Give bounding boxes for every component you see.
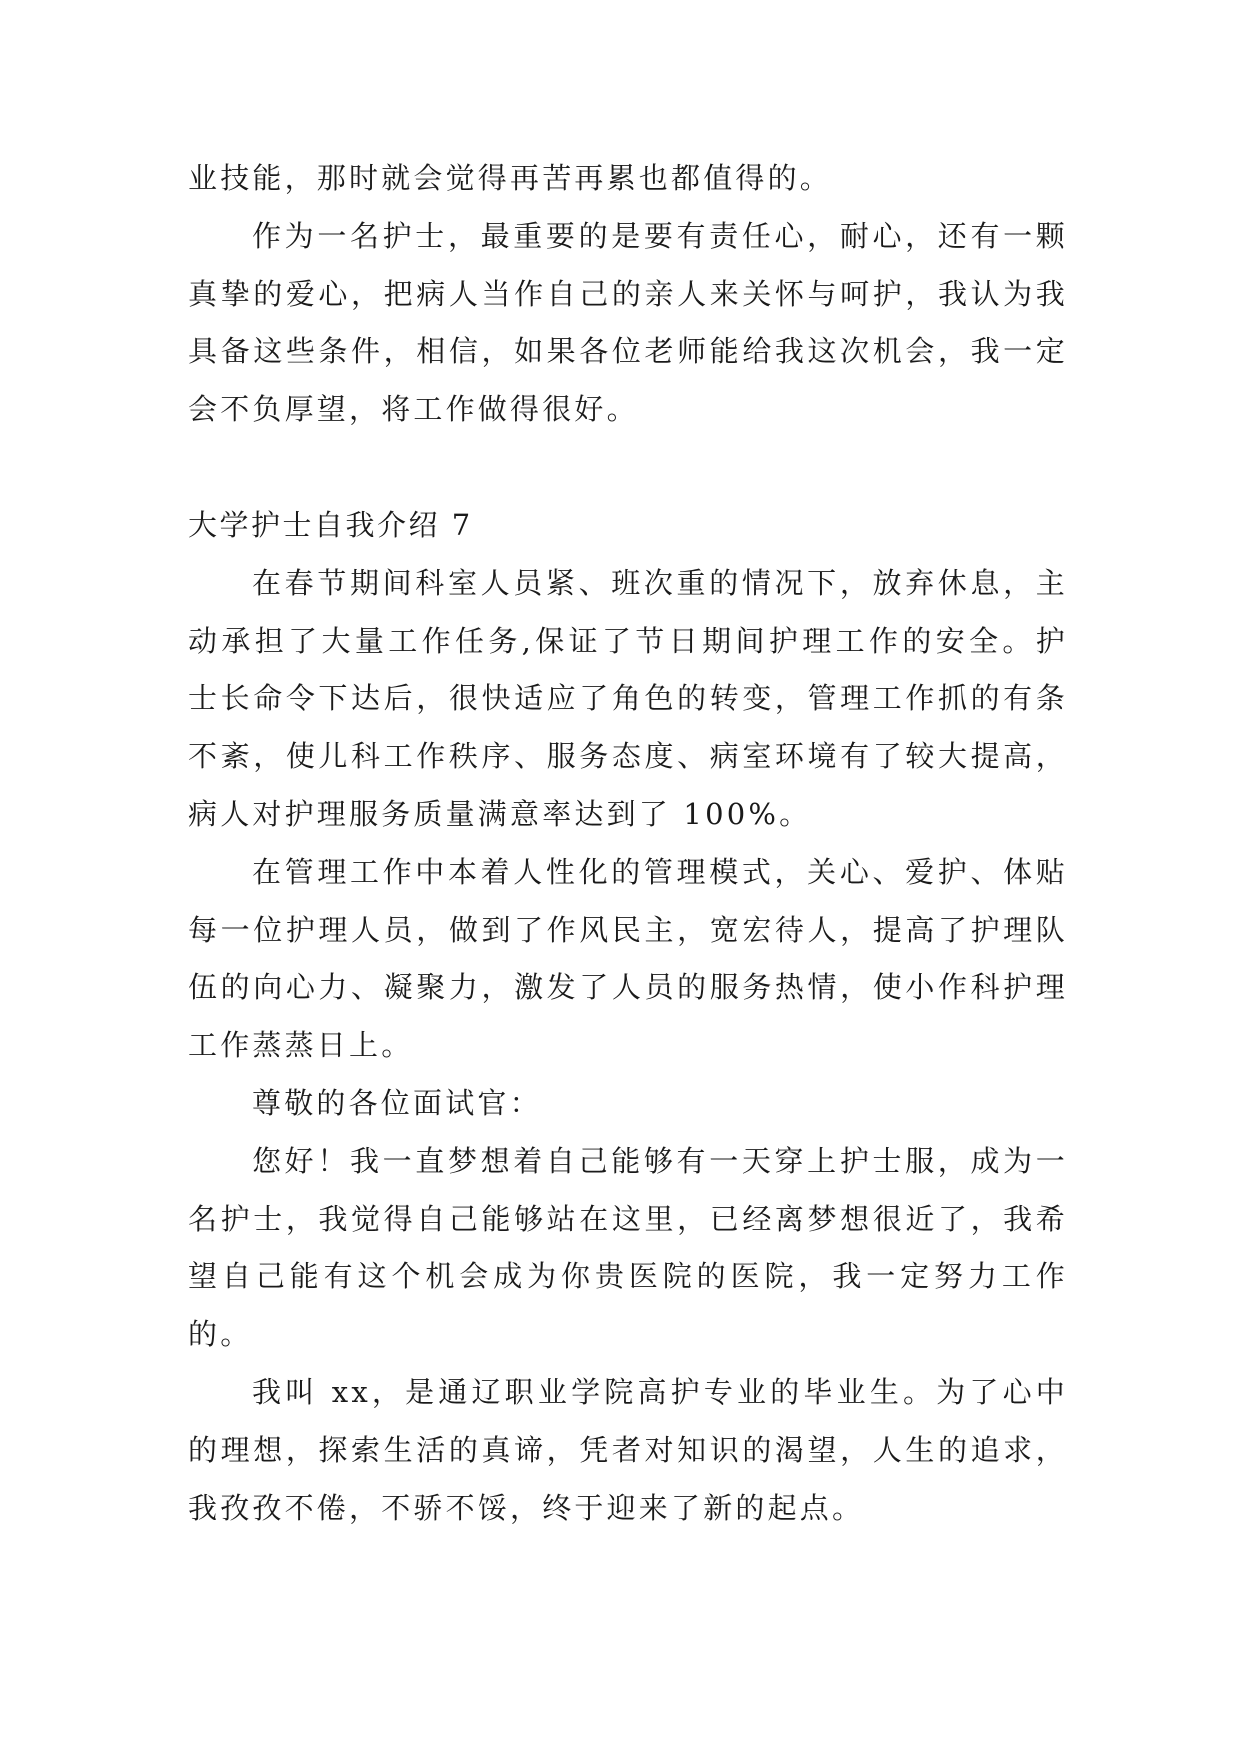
paragraph-management: 在管理工作中本着人性化的管理模式，关心、爱护、体贴每一位护理人员，做到了作风民主，宽宏待人，提高了护理队伍的向心力、凝聚力，激发了人员的服务热情，使小作科护理工作蒸蒸日上。	[188, 854, 1068, 1063]
paragraph-greeting: 您好！我一直梦想着自己能够有一天穿上护士服，成为一名护士，我觉得自己能够站在这里，已经离梦想很近了，我希望自己能有这个机会成为你贵医院的医院，我一定努力工作的。	[188, 1143, 1068, 1352]
document-page	[188, 150, 1068, 1537]
paragraph-salutation: 尊敬的各位面试官：	[252, 1085, 542, 1120]
paragraph-spring-festival: 在春节期间科室人员紧、班次重的情况下，放弃休息，主动承担了大量工作任务,保证了节日期间护理工作的安全。护士长命令下达后，很快适应了角色的转变，管理工作抓的有条不紊，使儿科工作秩序、服务态度、病室环境有了较大提高，病人对护理服务质量满意率达到了 100%。	[188, 565, 1068, 831]
section-heading: 大学护士自我介绍 7	[188, 507, 473, 542]
paragraph-continued: 业技能，那时就会觉得再苦再累也都值得的。	[188, 161, 833, 195]
paragraph-self-intro: 我叫 xx，是通辽职业学院高护专业的毕业生。为了心中的理想，探索生活的真谛，凭者对知识的渴望，人生的追求，我孜孜不倦，不骄不馁，终于迎来了新的起点。	[188, 1374, 1068, 1525]
paragraph-responsibility: 作为一名护士，最重要的是要有责任心，耐心，还有一颗真挚的爱心，把病人当作自己的亲人来关怀与呵护，我认为我具备这些条件，相信，如果各位老师能给我这次机会，我一定会不负厚望，将工作做得很好。	[188, 218, 1068, 427]
